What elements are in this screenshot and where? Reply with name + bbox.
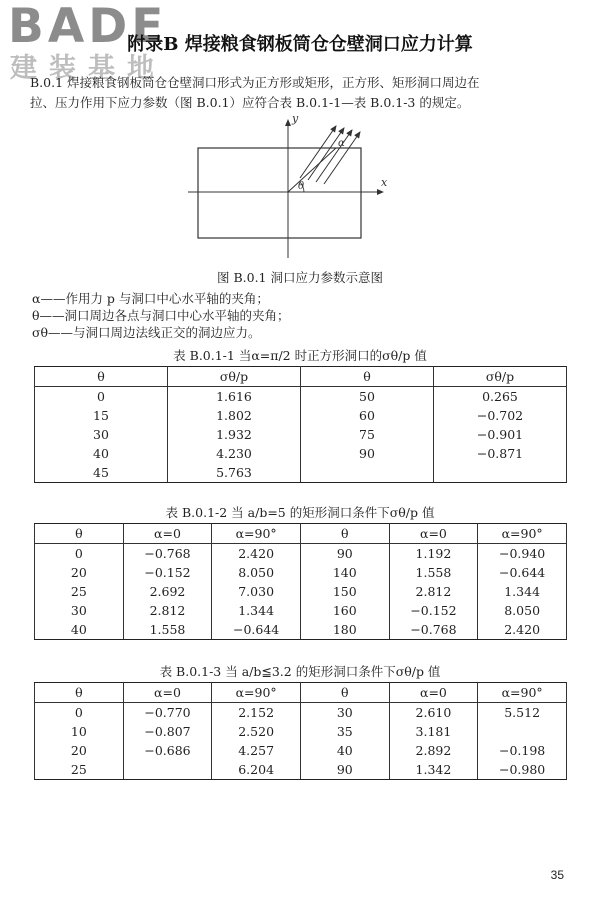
table-cell: −0.152	[123, 563, 212, 582]
table2-caption: 表 B.0.1-2 当 a/b=5 的矩形洞口条件下σθ/p 值	[165, 505, 435, 520]
table-row	[35, 425, 567, 444]
table-row	[35, 582, 567, 601]
table-cell: 40	[300, 741, 389, 760]
col-header: θ	[35, 524, 124, 544]
table-cell: 10	[35, 722, 124, 741]
col-header: θ	[301, 367, 434, 387]
table-cell: 25	[35, 582, 124, 601]
table-cell: 90	[300, 544, 389, 564]
table-cell: 1.342	[389, 760, 478, 780]
paragraph-line-1: B.0.1 焊接粮食钢板筒仓仓壁洞口形式为正方形或矩形，正方形、矩形洞口周边在	[30, 75, 480, 90]
table-cell: 45	[35, 463, 168, 483]
table-cell: −0.702	[434, 406, 567, 425]
table-cell: 1.616	[168, 387, 301, 407]
table-row	[35, 703, 567, 723]
table-cell: 140	[300, 563, 389, 582]
table-row	[35, 444, 567, 463]
col-header: σθ/p	[434, 367, 567, 387]
table-cell	[434, 463, 567, 483]
table-cell: 75	[301, 425, 434, 444]
table-cell	[123, 760, 212, 780]
table-cell: 5.512	[478, 703, 567, 723]
table-cell: 150	[300, 582, 389, 601]
alpha-label: α	[338, 138, 345, 149]
logo-subtitle: 建装基地	[10, 53, 166, 84]
table-cell: 40	[35, 620, 124, 640]
table-cell: 4.257	[212, 741, 301, 760]
table-cell: 1.932	[168, 425, 301, 444]
table-cell: 15	[35, 406, 168, 425]
table-cell: 1.344	[478, 582, 567, 601]
table-row	[35, 601, 567, 620]
table-cell: 30	[35, 601, 124, 620]
table-cell: 0.265	[434, 387, 567, 407]
table-cell: 2.812	[123, 601, 212, 620]
table-rect-opening-ab5	[34, 523, 567, 640]
col-header: θ	[300, 683, 389, 703]
col-header: α=90°	[212, 524, 301, 544]
table-cell: 3.181	[389, 722, 478, 741]
table-cell	[301, 463, 434, 483]
table-cell: 0	[35, 387, 168, 407]
col-header: α=0	[389, 524, 478, 544]
table-cell: 5.763	[168, 463, 301, 483]
table-cell: 2.692	[123, 582, 212, 601]
table-cell: −0.198	[478, 741, 567, 760]
intro-paragraph	[30, 73, 575, 113]
y-axis-label: y	[292, 112, 299, 125]
table-cell: 90	[301, 444, 434, 463]
table-cell: −0.770	[123, 703, 212, 723]
table-square-opening	[34, 366, 567, 483]
table-cell: −0.980	[478, 760, 567, 780]
table-cell: 2.812	[389, 582, 478, 601]
table-cell: −0.901	[434, 425, 567, 444]
definition-theta: θ——洞口周边各点与洞口中心水平轴的夹角；	[32, 308, 290, 323]
logo-wordmark: BADE	[8, 0, 168, 54]
table-cell: 4.230	[168, 444, 301, 463]
theta-label: θ	[298, 181, 305, 192]
table-cell: 1.558	[123, 620, 212, 640]
table-cell	[478, 722, 567, 741]
table-cell: −0.807	[123, 722, 212, 741]
definition-sigma: σθ——与洞口周边法线正交的洞边应力。	[32, 325, 261, 340]
page-number: 35	[550, 868, 564, 882]
col-header: α=90°	[478, 524, 567, 544]
table-cell: 30	[300, 703, 389, 723]
table-cell: −0.768	[389, 620, 478, 640]
table-cell: 1.802	[168, 406, 301, 425]
table-cell: 35	[300, 722, 389, 741]
table-cell: 7.030	[212, 582, 301, 601]
definition-alpha: α——作用力 p 与洞口中心水平轴的夹角；	[32, 291, 269, 306]
table-cell: 20	[35, 741, 124, 760]
paragraph-line-2: 拉、压力作用下应力参数（图 B.0.1）应符合表 B.0.1-1—表 B.0.1-3 的规定。	[30, 95, 470, 110]
table-cell: 0	[35, 544, 124, 564]
table-cell: 1.192	[389, 544, 478, 564]
figure-caption: 图 B.0.1 洞口应力参数示意图	[217, 270, 383, 285]
table-cell: 30	[35, 425, 168, 444]
opening-rectangle	[198, 148, 361, 238]
table-cell: 2.420	[212, 544, 301, 564]
table-cell: 2.892	[389, 741, 478, 760]
table-row	[35, 544, 567, 564]
table-cell: 1.344	[212, 601, 301, 620]
table-cell: 2.420	[478, 620, 567, 640]
col-header: α=0	[389, 683, 478, 703]
theta-ray	[288, 148, 336, 192]
table-cell: 90	[300, 760, 389, 780]
stress-diagram	[178, 110, 398, 270]
table-cell: 6.204	[212, 760, 301, 780]
col-header: α=0	[123, 524, 212, 544]
table-row	[35, 620, 567, 640]
table-cell: −0.686	[123, 741, 212, 760]
table-row	[35, 741, 567, 760]
col-header: θ	[35, 367, 168, 387]
table-cell: 8.050	[478, 601, 567, 620]
table-row	[35, 722, 567, 741]
table-row	[35, 563, 567, 582]
table-cell: −0.644	[478, 563, 567, 582]
table-cell: 40	[35, 444, 168, 463]
table-header-row	[35, 367, 567, 387]
col-header: θ	[300, 524, 389, 544]
force-arrow-3	[316, 130, 352, 182]
force-arrow-2	[308, 128, 344, 180]
col-header: α=90°	[478, 683, 567, 703]
table-header-row	[35, 524, 567, 544]
table-header-row	[35, 683, 567, 703]
table-row	[35, 760, 567, 780]
x-axis-label: x	[381, 176, 388, 189]
table-cell: 2.610	[389, 703, 478, 723]
col-header: α=90°	[212, 683, 301, 703]
force-arrow-1	[300, 126, 336, 178]
table-cell: 2.152	[212, 703, 301, 723]
table-cell: 60	[301, 406, 434, 425]
table-rect-opening-ab32	[34, 682, 567, 780]
table-row	[35, 387, 567, 407]
table1-caption: 表 B.0.1-1 当α=π/2 时正方形洞口的σθ/p 值	[173, 348, 427, 363]
page-title: 附录B 焊接粮食钢板筒仓仓壁洞口应力计算	[127, 34, 473, 55]
col-header: α=0	[123, 683, 212, 703]
table3-caption: 表 B.0.1-3 当 a/b≦3.2 的矩形洞口条件下σθ/p 值	[159, 664, 441, 679]
table-row	[35, 406, 567, 425]
table-cell: 8.050	[212, 563, 301, 582]
table-cell: 180	[300, 620, 389, 640]
table-cell: 20	[35, 563, 124, 582]
table-cell: −0.940	[478, 544, 567, 564]
table-cell: −0.644	[212, 620, 301, 640]
col-header: θ	[35, 683, 124, 703]
table-cell: 1.558	[389, 563, 478, 582]
table-cell: −0.768	[123, 544, 212, 564]
table-row	[35, 463, 567, 483]
col-header: σθ/p	[168, 367, 301, 387]
table-cell: −0.152	[389, 601, 478, 620]
table-cell: 2.520	[212, 722, 301, 741]
table-cell: 0	[35, 703, 124, 723]
definitions	[32, 290, 290, 341]
table-cell: 160	[300, 601, 389, 620]
table-cell: −0.871	[434, 444, 567, 463]
table-cell: 25	[35, 760, 124, 780]
table-cell: 50	[301, 387, 434, 407]
